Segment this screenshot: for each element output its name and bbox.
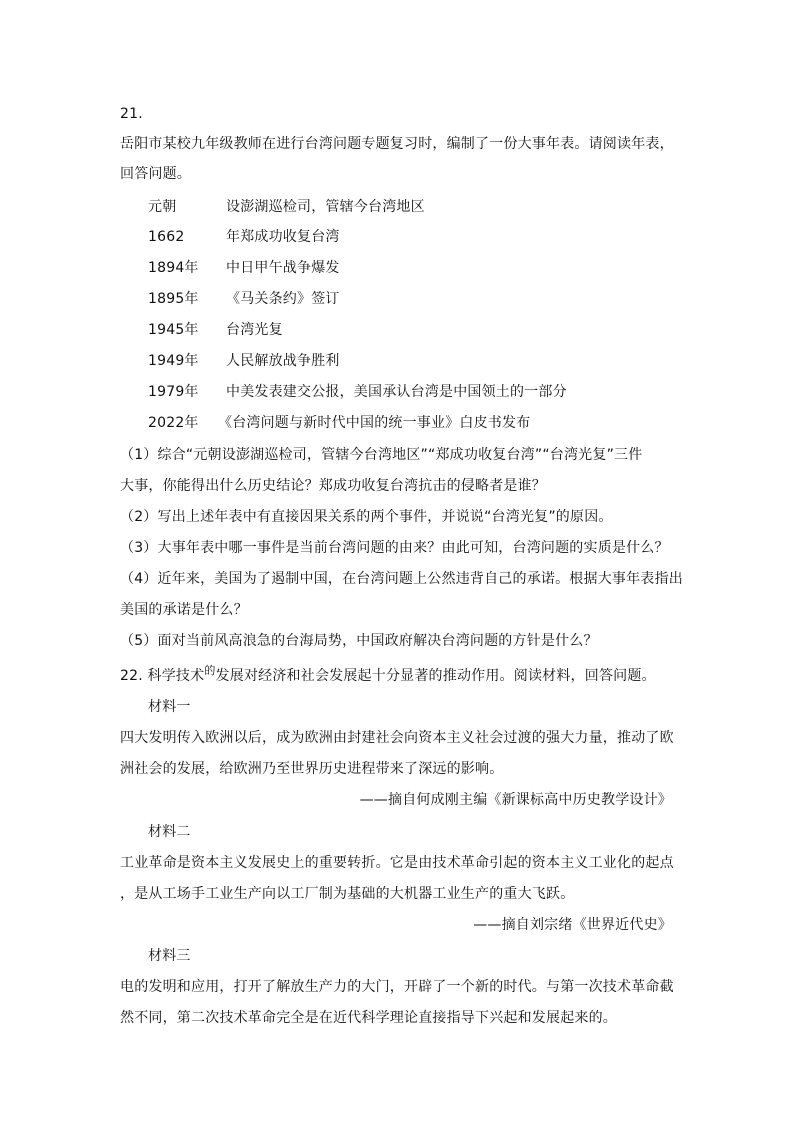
q22-intro-a: 科学技术 (147, 668, 205, 684)
q22-number: 22. (120, 668, 143, 684)
timeline-event: 设澎湖巡检司，管辖今台湾地区 (226, 199, 425, 215)
material1-line2: 洲社会的发展，给欧洲乃至世界历史进程带来了深远的影响。 (120, 761, 504, 777)
material1-line1: 四大发明传入欧洲以后，成为欧洲由封建社会向资本主义社会过渡的强大力量，推动了欧 (120, 730, 674, 746)
material2-line2: ，是从工场手工业生产向以工厂制为基础的大机器工业生产的重大飞跃。 (120, 886, 575, 902)
timeline-year: 1894年 (148, 260, 199, 276)
timeline-year: 1662 (148, 229, 185, 245)
q21-sub2: （2）写出上述年表中有直接因果关系的两个事件，并说说“台湾光复”的原因。 (120, 509, 613, 525)
q21-number: 21. (120, 106, 143, 122)
q21-sub3: （3）大事年表中哪一事件是当前台湾问题的由来？由此可知，台湾问题的实质是什么？ (120, 540, 669, 556)
q21-sub1-line1: （1）综合“元朝设澎湖巡检司，管辖今台湾地区”“郑成功收复台湾”“台湾光复”三件 (120, 447, 643, 463)
material3-line1: 电的发明和应用，打开了解放生产力的大门，开辟了一个新的时代。与第一次技术革命截 (120, 979, 674, 995)
material2-line1: 工业革命是资本主义发展史上的重要转折。它是由技术革命引起的资本主义工业化的起点 (120, 855, 674, 871)
timeline-year: 2022年 (148, 415, 199, 431)
q21-intro-line1: 岳阳市某校九年级教师在进行台湾问题专题复习时，编制了一份大事年表。请阅读年表， (120, 136, 674, 152)
material1-source: ——摘自何成刚主编《新课标高中历史教学设计》 (359, 792, 672, 808)
q22-intro-sup: 的 (204, 664, 216, 677)
timeline-event: 《马关条约》签订 (226, 291, 340, 307)
timeline-event: 中美发表建交公报，美国承认台湾是中国领土的一部分 (226, 384, 567, 400)
material1-title: 材料一 (148, 699, 191, 715)
timeline-event: 台湾光复 (226, 322, 283, 338)
q21-sub5: （5）面对当前风高浪急的台海局势，中国政府解决台湾问题的方针是什么？ (120, 633, 598, 649)
material3-line2: 然不同，第二次技术革命完全是在近代科学理论直接指导下兴起和发展起来的。 (120, 1010, 617, 1026)
timeline-year: 1895年 (148, 291, 199, 307)
material2-title: 材料二 (148, 824, 191, 840)
q22-intro (120, 666, 656, 687)
q21-sub4-line2: 美国的承诺是什么？ (120, 602, 248, 618)
q21-sub1-line2: 大事，你能得出什么历史结论？郑成功收复台湾抗击的侵略者是谁？ (120, 478, 546, 494)
timeline-event: 《台湾问题与新时代中国的统一事业》白皮书发布 (218, 415, 531, 431)
timeline-year: 1945年 (148, 322, 199, 338)
timeline-year: 1979年 (148, 384, 199, 400)
q21-sub4-line1: （4）近年来，美国为了遏制中国，在台湾问题上公然违背自己的承诺。根据大事年表指出 (120, 571, 683, 587)
q21-intro-line2: 回答问题。 (120, 166, 191, 182)
material2-source: ——摘自刘宗绪《世界近代史》 (473, 917, 672, 933)
timeline-year: 元朝 (148, 199, 177, 215)
timeline-event: 中日甲午战争爆发 (226, 260, 340, 276)
timeline-year: 1949年 (148, 353, 199, 369)
timeline-event: 人民解放战争胜利 (226, 353, 340, 369)
timeline-event: 年郑成功收复台湾 (226, 229, 340, 245)
q22-intro-b: 发展对经济和社会发展起十分显著的推动作用。阅读材料，回答问题。 (215, 668, 656, 684)
material3-title: 材料三 (148, 948, 191, 964)
